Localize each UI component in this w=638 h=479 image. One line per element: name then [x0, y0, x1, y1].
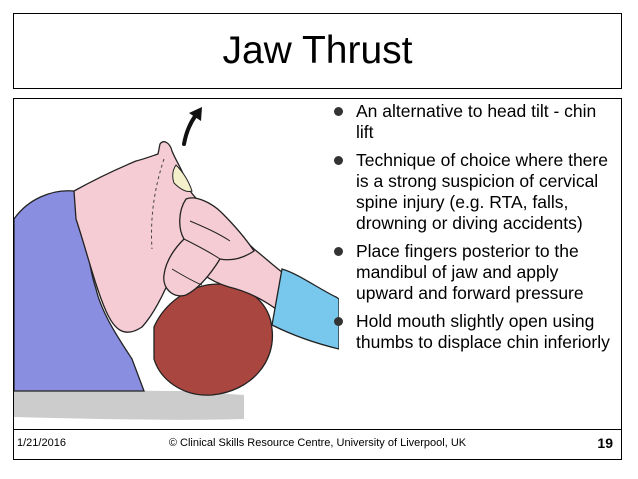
content-box [13, 98, 622, 430]
bullet-text: Technique of choice where there is a strong suspicion of cervical spine injury (e.g. RTA, falls, drowning or diving accidents) [356, 150, 608, 233]
slide-title: Jaw Thrust [222, 29, 413, 72]
bullet-text: An alternative to head tilt - chin lift [356, 101, 597, 142]
slide-footer [13, 430, 622, 460]
bullet-marker [334, 107, 343, 116]
bullet-item [332, 311, 618, 353]
bullet-text: Place fingers posterior to the mandibul of jaw and apply upward and forward pressure [356, 241, 584, 303]
patient-hair [154, 284, 272, 395]
page-number: 19 [597, 435, 613, 451]
footer-credit: © Clinical Skills Resource Centre, University of Liverpool, UK [168, 437, 467, 449]
bullet-item [332, 150, 618, 234]
bullet-list [332, 101, 618, 360]
rescuer-sleeve [272, 269, 339, 349]
footer-date: 1/21/2016 [17, 437, 66, 449]
bullet-marker [334, 317, 343, 326]
jaw-thrust-illustration [14, 99, 339, 429]
bullet-text: Hold mouth slightly open using thumbs to displace chin inferiorly [356, 311, 610, 352]
upward-arrow-icon [184, 107, 202, 144]
title-box [13, 13, 622, 89]
bullet-item [332, 241, 618, 304]
bullet-marker [334, 247, 343, 256]
bullet-marker [334, 156, 343, 165]
bullet-item [332, 101, 618, 143]
